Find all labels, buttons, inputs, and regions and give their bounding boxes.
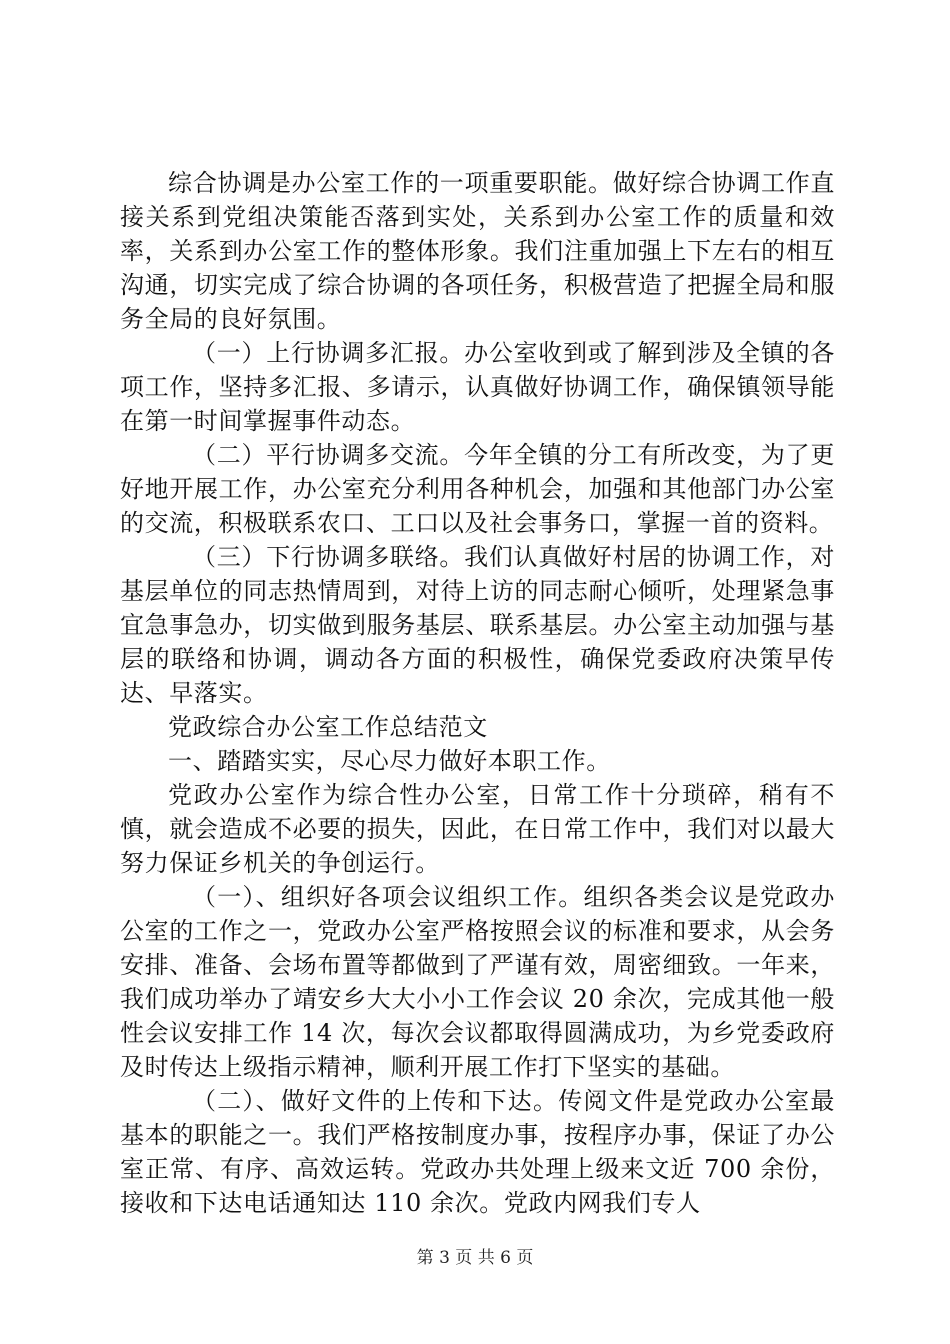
section-title: 党政综合办公室工作总结范文	[168, 713, 488, 741]
page-footer: 第 3 页 共 6 页	[416, 1248, 534, 1268]
paragraph-documents: （二）、做好文件的上传和下达。传阅文件是党政办公室最基本的职能之一。我们严格按制度办事，按程序办事，保证了办公室正常、有序、高效运转。党政办共处理上级来文近 700 余份，接收和下达电话通知达 110 余次。党政内网我们专人	[120, 1087, 835, 1217]
section-heading-one: 一、踏踏实实，尽心尽力做好本职工作。	[168, 747, 611, 775]
paragraph-intro: 综合协调是办公室工作的一项重要职能。做好综合协调工作直接关系到党组决策能否落到实处，关系到办公室工作的质量和效率，关系到办公室工作的整体形象。我们注重加强上下左右的相互沟通，切实完成了综合协调的各项任务，积极营造了把握全局和服务全局的良好氛围。	[120, 169, 835, 333]
paragraph-downward-coordination: （三）下行协调多联络。我们认真做好村居的协调工作，对基层单位的同志热情周到，对待上访的同志耐心倾听，处理紧急事宜急事急办，切实做到服务基层、联系基层。办公室主动加强与基层的联络和协调，调动各方面的积极性，确保党委政府决策早传达、早落实。	[120, 543, 835, 707]
paragraph-parallel-coordination: （二）平行协调多交流。今年全镇的分工有所改变，为了更好地开展工作，办公室充分利用各种机会，加强和其他部门办公室的交流，积极联系农口、工口以及社会事务口，掌握一首的资料。	[120, 441, 835, 537]
paragraph-meetings: （一）、组织好各项会议组织工作。组织各类会议是党政办公室的工作之一，党政办公室严格按照会议的标准和要求，从会务安排、准备、会场布置等都做到了严谨有效，周密细致。一年来，我们成功举办了靖安乡大大小小工作会议 20 余次，完成其他一般性会议安排工作 14 次，每次会议都取得圆满成功，为乡党委政府及时传达上级指示精神，顺利开展工作打下坚实的基础。	[120, 883, 835, 1081]
paragraph-upward-coordination: （一）上行协调多汇报。办公室收到或了解到涉及全镇的各项工作，坚持多汇报、多请示，认真做好协调工作，确保镇领导能在第一时间掌握事件动态。	[120, 339, 835, 435]
document-body	[120, 166, 835, 1220]
paragraph-office-overview: 党政办公室作为综合性办公室，日常工作十分琐碎，稍有不慎，就会造成不必要的损失，因此，在日常工作中，我们对以最大努力保证乡机关的争创运行。	[120, 781, 835, 877]
